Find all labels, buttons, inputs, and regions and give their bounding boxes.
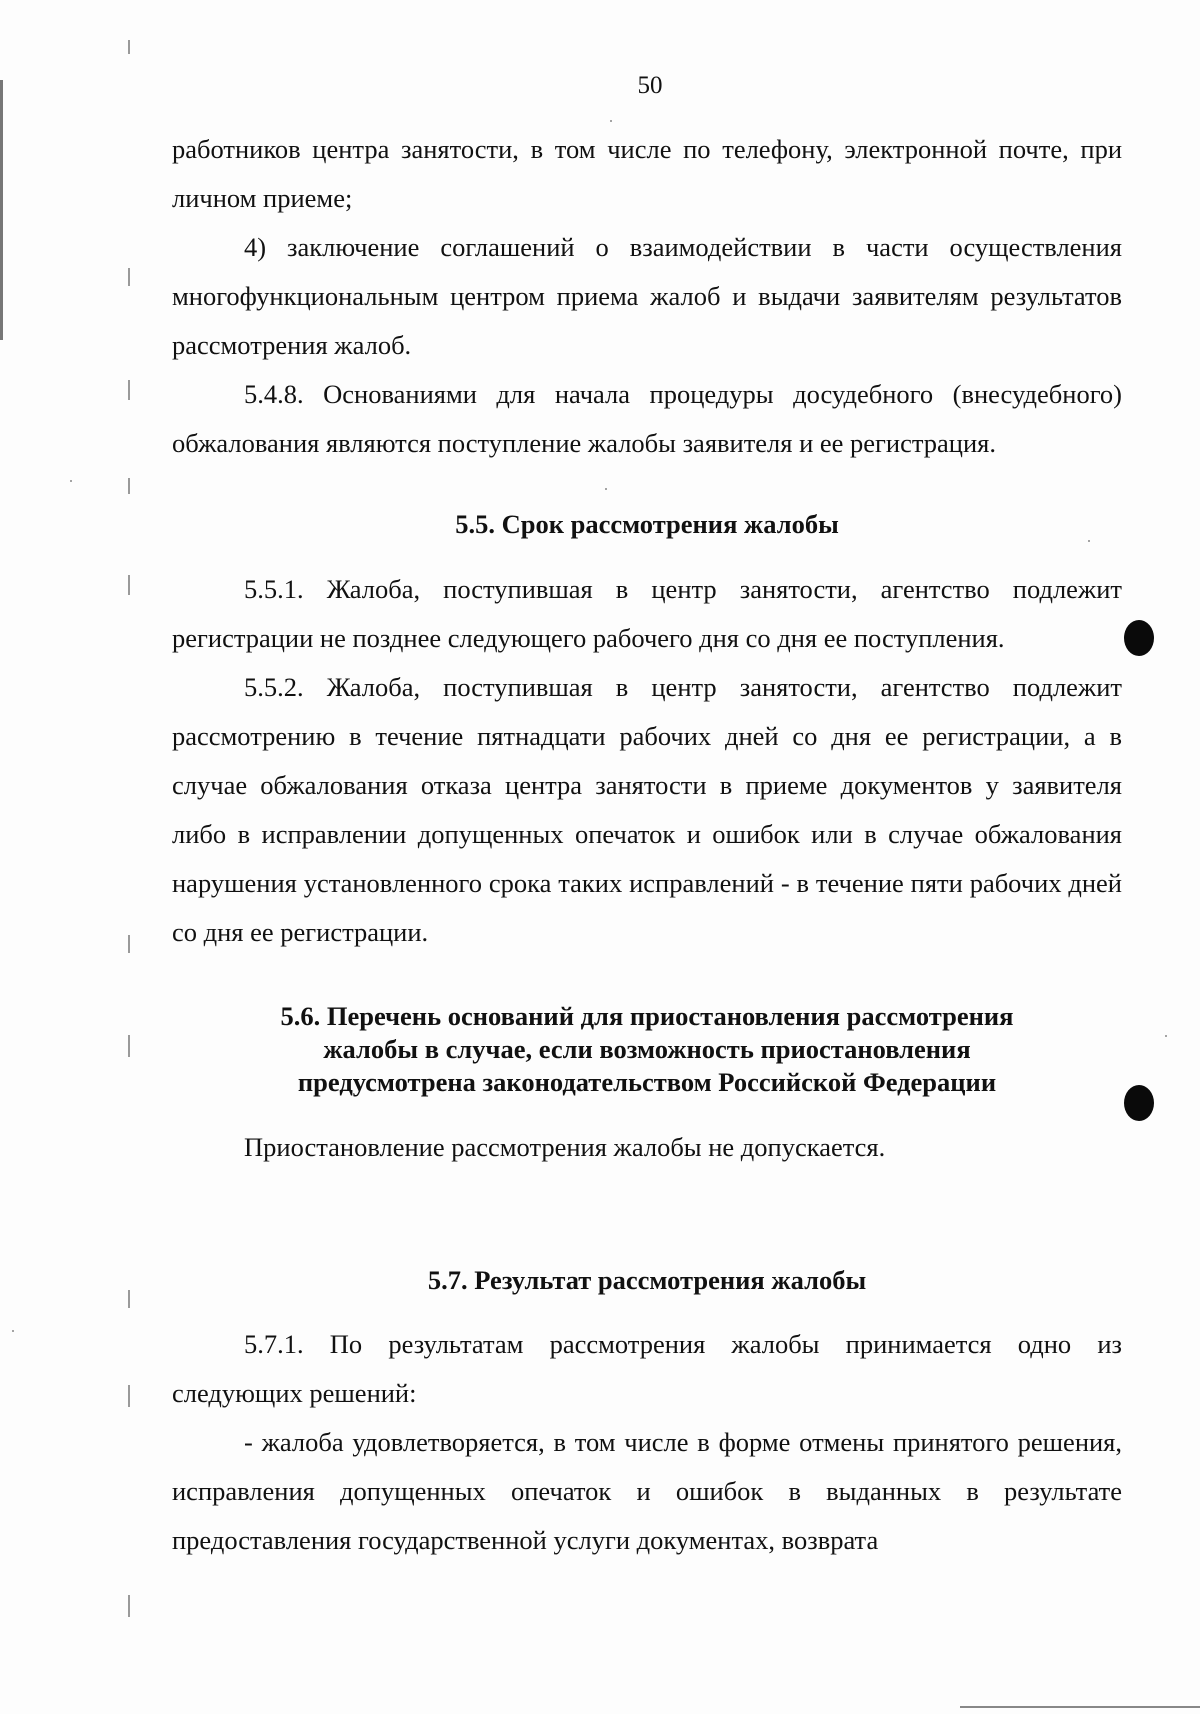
scan-mark [128, 1290, 130, 1308]
section-heading-5-5: 5.5. Срок рассмотрения жалобы [455, 509, 839, 539]
scan-speck [12, 1330, 14, 1332]
scan-mark [128, 1595, 130, 1617]
scan-mark [128, 1035, 130, 1057]
scan-speck [70, 480, 72, 482]
scan-mark [128, 478, 130, 494]
scan-edge-rule [0, 80, 3, 340]
paragraph-5-5-1: 5.5.1. Жалоба, поступившая в центр занятости, агентство подлежит регистрации не позднее следующего рабочего дня со дня ее поступления. [172, 574, 1122, 653]
paragraph-item-4: 4) заключение соглашений о взаимодействии в части осуществления многофункциональным центром приема жалоб и выдачи заявителям результатов рассмотрения жалоб. [172, 232, 1122, 360]
heading-line: жалобы в случае, если возможность приостановления [323, 1034, 971, 1064]
page-number: 50 [637, 72, 663, 99]
scan-mark [128, 40, 130, 54]
scan-mark [128, 268, 130, 286]
section-heading-5-7: 5.7. Результат рассмотрения жалобы [427, 1265, 867, 1295]
section-heading-5-6 [172, 1000, 1122, 1099]
paragraph-suspension: Приостановление рассмотрения жалобы не допускается. [244, 1132, 886, 1162]
paragraph-decision-satisfied: - жалоба удовлетворяется, в том числе в форме отмены принятого решения, исправления допущенных опечаток и ошибок в выданных в результате предоставления государственной услуги документах, возврата [172, 1427, 1122, 1555]
scan-mark [128, 935, 130, 953]
scan-bottom-rule [960, 1706, 1200, 1708]
heading-line: 5.6. Перечень оснований для приостановления рассмотрения [280, 1001, 1014, 1031]
punch-hole [1124, 1085, 1154, 1121]
scan-speck [605, 488, 607, 490]
scan-mark [128, 1385, 130, 1407]
scan-mark [128, 380, 130, 400]
paragraph-5-7-1: 5.7.1. По результатам рассмотрения жалобы принимается одно из следующих решений: [172, 1329, 1122, 1408]
scan-speck [610, 120, 612, 122]
heading-line: предусмотрена законодательством Российской Федерации [297, 1067, 997, 1097]
scan-mark [128, 575, 130, 595]
paragraph-5-5-2: 5.5.2. Жалоба, поступившая в центр занятости, агентство подлежит рассмотрению в течение пятнадцати рабочих дней со дня ее регистрации, а в случае обжалования отказа центра занятости в приеме документов у заявителя либо в исправлении допущенных опечаток и ошибок или в случае обжалования нарушения установленного срока таких исправлений - в течение пяти рабочих дней со дня ее регистрации. [172, 672, 1122, 947]
scan-speck [1165, 1035, 1167, 1037]
paragraph-continuation: работников центра занятости, в том числе по телефону, электронной почте, при личном приеме; [172, 134, 1122, 213]
paragraph-5-4-8: 5.4.8. Основаниями для начала процедуры досудебного (внесудебного) обжалования являются поступление жалобы заявителя и ее регистрация. [172, 379, 1122, 458]
punch-hole [1124, 620, 1154, 656]
